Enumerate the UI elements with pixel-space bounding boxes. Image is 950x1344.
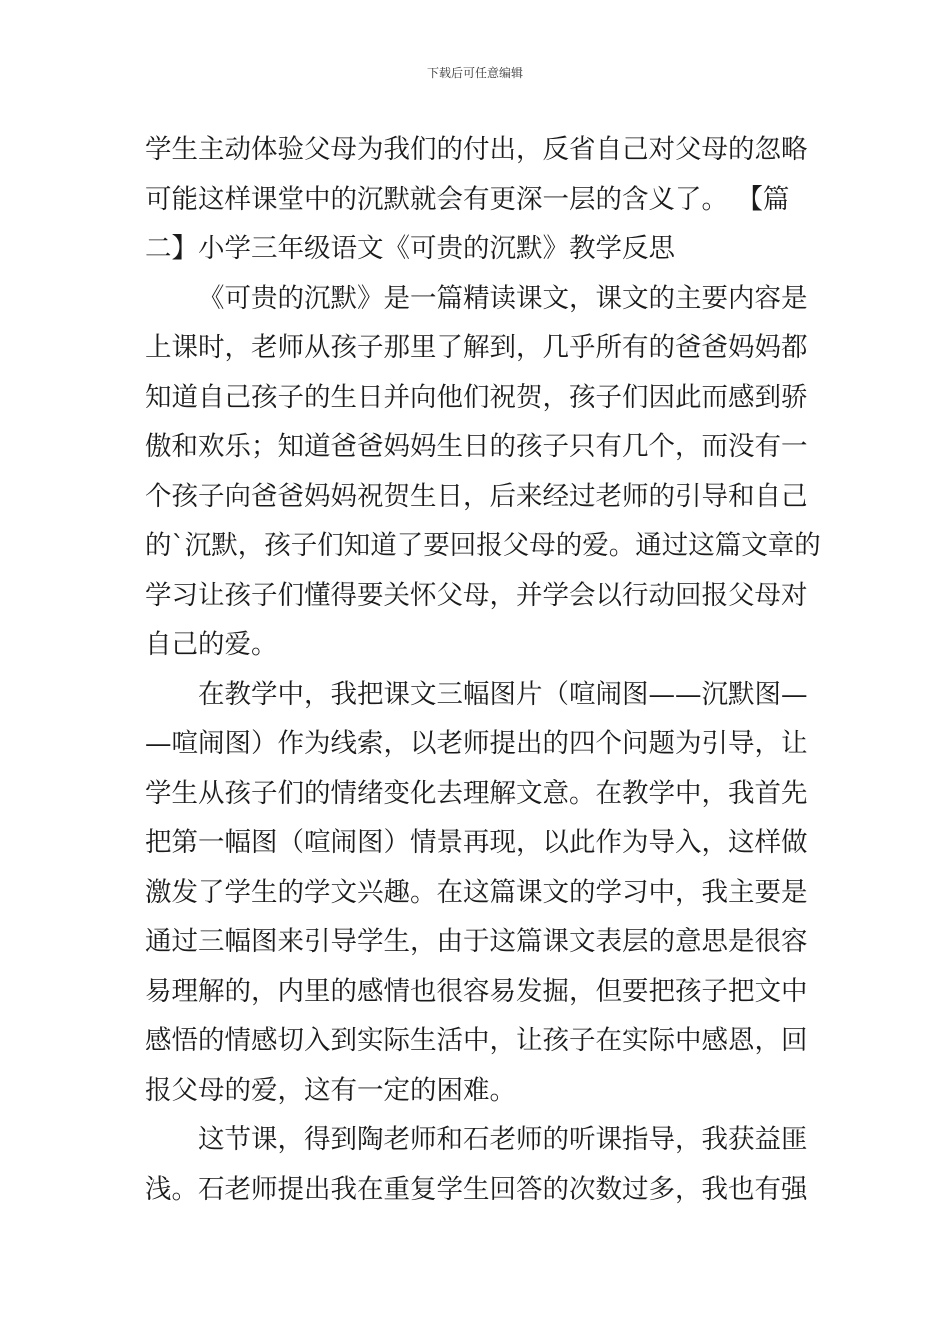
text-line: 的`沉默，孩子们知道了要回报父母的爱。通过这篇文章的	[145, 530, 821, 561]
text-line: 上课时，老师从孩子那里了解到，几乎所有的爸爸妈妈都	[145, 332, 808, 363]
text-line: 学习让孩子们懂得要关怀父母，并学会以行动回报父母对	[145, 579, 808, 611]
document-body	[145, 125, 821, 1214]
text-line: 个孩子向爸爸妈妈祝贺生日，后来经过老师的引导和自己	[145, 480, 808, 512]
text-line: 把第一幅图（喧闹图）情景再现，以此作为导入，这样做	[145, 827, 808, 858]
text-line: 知道自己孩子的生日并向他们祝贺，孩子们因此而感到骄	[145, 381, 808, 413]
text-line: 通过三幅图来引导学生，由于这篇课文表层的意思是很容	[145, 926, 808, 957]
text-line: 浅。石老师提出我在重复学生回答的次数过多，我也有强	[145, 1173, 808, 1205]
text-line: 可能这样课堂中的沉默就会有更深一层的含义了。 【篇	[145, 183, 790, 215]
text-line: 《可贵的沉默》是一篇精读课文，课文的主要内容是	[198, 282, 808, 314]
text-line: 学生主动体验父母为我们的付出，反省自己对父母的忽略	[145, 134, 808, 165]
text-line: 这节课，得到陶老师和石老师的听课指导，我获益匪	[198, 1124, 808, 1155]
text-line: 自己的爱。	[145, 629, 278, 660]
text-line: 激发了学生的学文兴趣。在这篇课文的学习中，我主要是	[145, 876, 808, 908]
text-line: 二】小学三年级语文《可贵的沉默》教学反思	[145, 233, 675, 264]
text-line: 感悟的情感切入到实际生活中，让孩子在实际中感恩，回	[145, 1025, 808, 1056]
text-line: 报父母的爱，这有一定的困难。	[145, 1074, 516, 1106]
page-header: 下载后可任意编辑	[426, 66, 523, 80]
text-line: —喧闹图）作为线索，以老师提出的四个问题为引导，让	[145, 728, 808, 759]
text-line: 易理解的，内里的感情也很容易发掘，但要把孩子把文中	[145, 975, 808, 1007]
text-line: 傲和欢乐；知道爸爸妈妈生日的孩子只有几个，而没有一	[145, 431, 808, 462]
text-line: 学生从孩子们的情绪变化去理解文意。在教学中，我首先	[145, 777, 808, 809]
text-line: 在教学中，我把课文三幅图片（喧闹图——沉默图—	[198, 678, 808, 710]
